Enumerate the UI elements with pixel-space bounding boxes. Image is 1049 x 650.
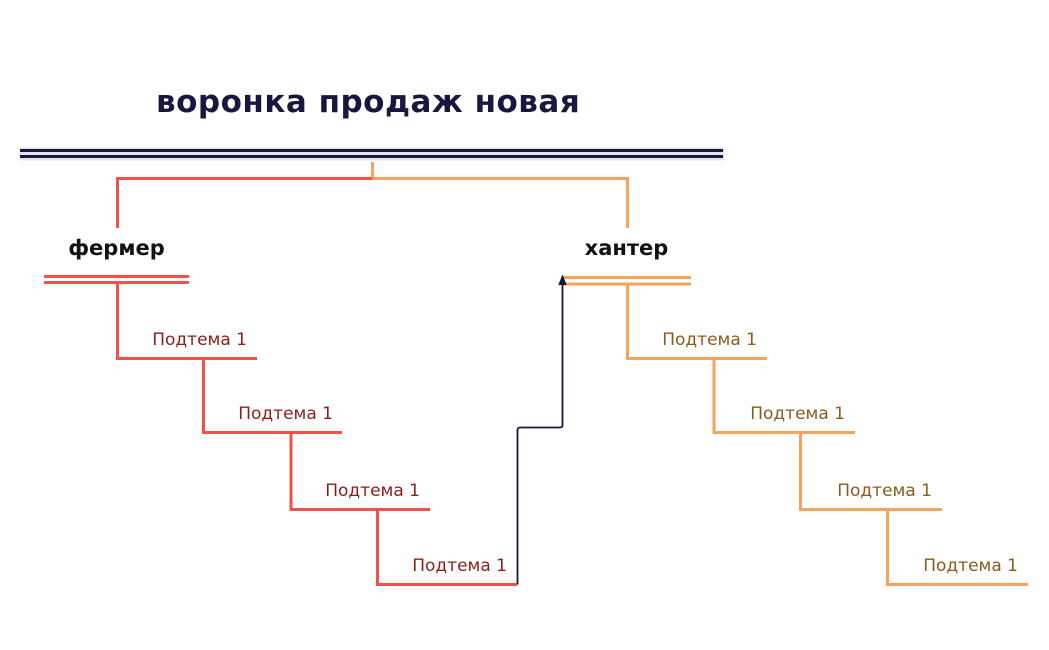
hunter-subtopic-3[interactable]: Подтема 1 [837, 481, 932, 501]
hunter-underline [562, 278, 691, 285]
branch-label-hunter[interactable]: хантер [584, 236, 669, 260]
farmer-subtopic-2[interactable]: Подтема 1 [238, 404, 333, 424]
farmer-underline [44, 277, 189, 283]
farmer-subtopic-3[interactable]: Подтема 1 [325, 481, 420, 501]
relationship-line [518, 283, 563, 585]
branch-connector-farmer [118, 179, 373, 229]
hunter-subtopic-2[interactable]: Подтема 1 [750, 404, 845, 424]
branch-connector-hunter [373, 162, 628, 228]
farmer-subtopic-connectors [118, 283, 518, 585]
farmer-subtopic-4[interactable]: Подтема 1 [412, 556, 507, 576]
hunter-subtopic-1[interactable]: Подтема 1 [662, 330, 757, 350]
branch-label-farmer[interactable]: фермер [68, 236, 165, 260]
hunter-subtopic-4[interactable]: Подтема 1 [923, 556, 1018, 576]
map-title[interactable]: воронка продаж новая [156, 84, 581, 120]
farmer-subtopic-1[interactable]: Подтема 1 [152, 330, 247, 350]
central-topic-underline [20, 151, 724, 158]
